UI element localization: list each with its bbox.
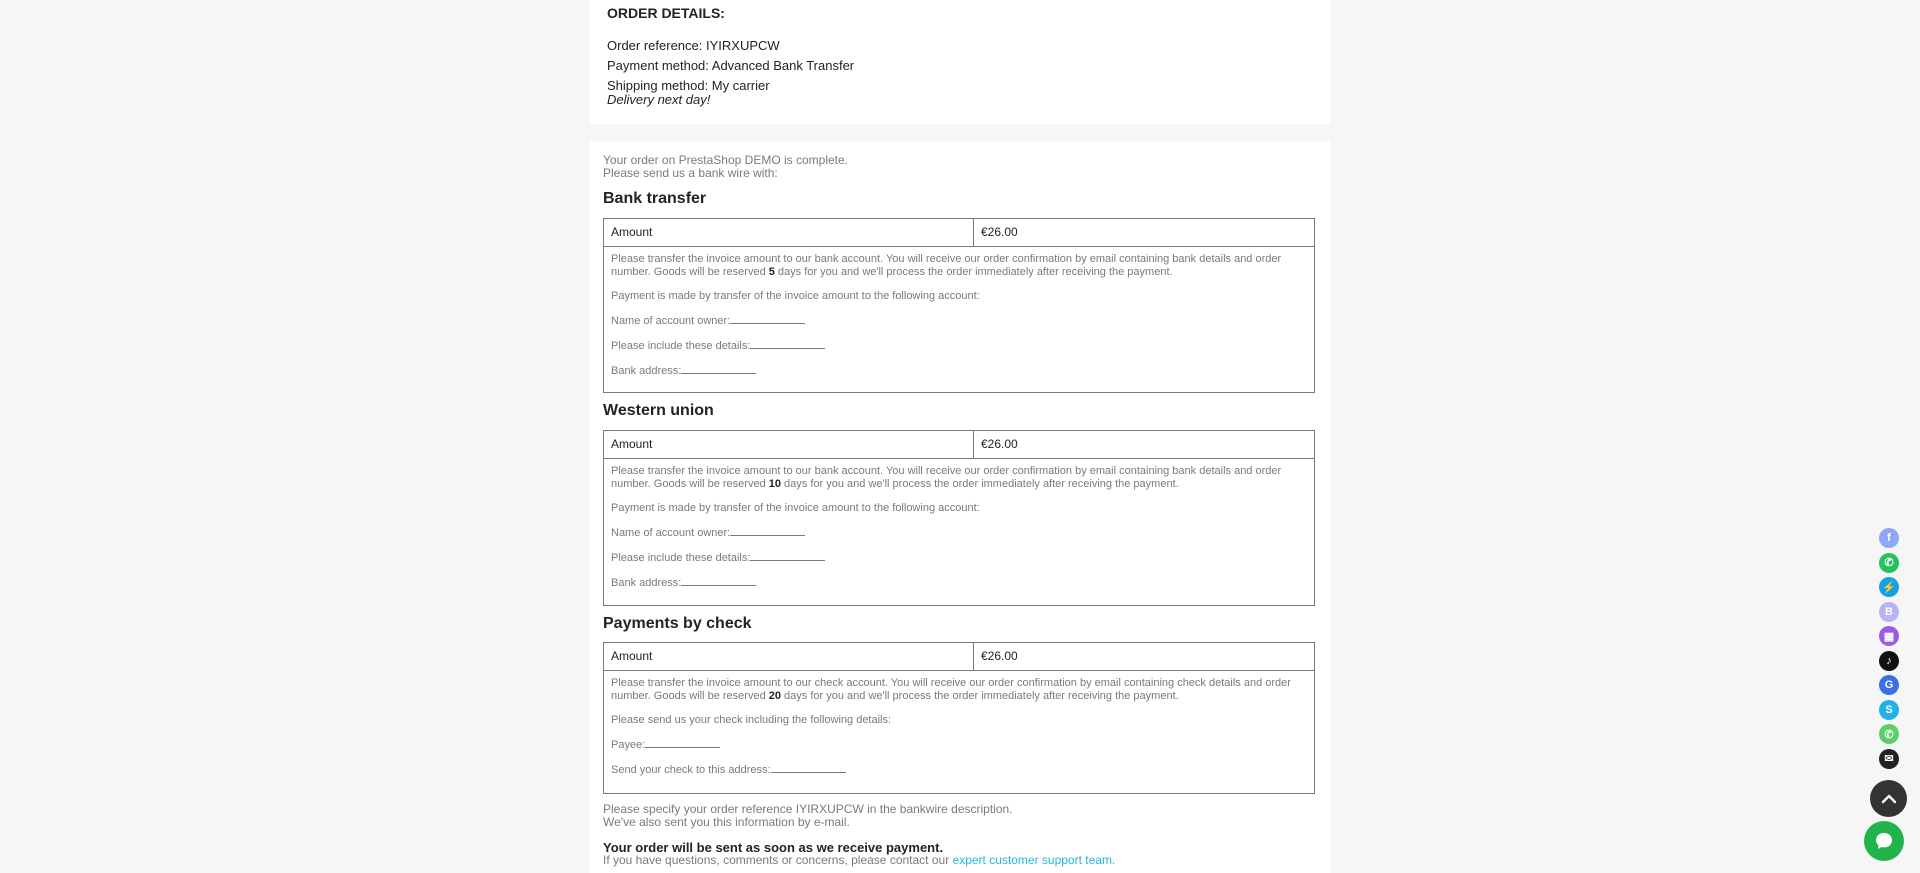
payee-label: Payee:: [611, 739, 646, 751]
transfer-text-b: days for you and we'll process the order immediately after receiving the payment.: [781, 690, 1179, 702]
intro-line-2: Please send us a bank wire with:: [603, 166, 778, 180]
shipping-method: Shipping method: My carrier: [607, 78, 770, 93]
order-details-card: [590, 0, 1330, 124]
footer-line-1: Please specify your order reference IYIRXUPCW in the bankwire description.: [603, 802, 1013, 816]
account-owner-label: Name of account owner:: [611, 527, 731, 539]
section-title-bank-transfer: Bank transfer: [603, 190, 707, 207]
footer-bold-notice: Your order will be sent as soon as we receive payment.: [603, 840, 944, 855]
chat-icon: [1873, 830, 1895, 852]
account-intro: Payment is made by transfer of the invoice amount to the following account:: [611, 290, 980, 302]
chat-button[interactable]: [1864, 821, 1904, 861]
skype-icon[interactable]: S: [1879, 700, 1899, 720]
transfer-text-a: Please transfer the invoice amount to our bank account. You will receive our order confirmation by email containing bank details and order number. Goods will be reserved: [611, 465, 1282, 490]
reserved-days: 10: [768, 478, 781, 490]
messenger-icon[interactable]: ⚡: [1879, 577, 1899, 597]
bank-address-label: Bank address:: [611, 365, 682, 377]
amount-label: Amount: [604, 431, 974, 458]
section-title-payments-by-check: Payments by check: [603, 615, 752, 632]
order-reference: Order reference: IYIRXUPCW: [607, 38, 780, 53]
check-address-label: Send your check to this address:: [611, 764, 771, 776]
google-icon[interactable]: G: [1879, 675, 1899, 695]
chevron-up-icon: [1880, 790, 1898, 808]
section-title-western-union: Western union: [603, 402, 714, 419]
amount-label: Amount: [604, 643, 974, 670]
scroll-to-top-button[interactable]: [1870, 780, 1907, 817]
phone-icon[interactable]: ✆: [1879, 724, 1899, 744]
footer-line-3: If you have questions, comments or concerns, please contact our: [603, 853, 953, 867]
payment-instructions-card: [590, 141, 1330, 873]
whatsapp-icon[interactable]: ✆: [1879, 553, 1899, 573]
amount-value: €26.00: [981, 649, 1018, 663]
account-intro: Payment is made by transfer of the invoice amount to the following account:: [611, 502, 980, 514]
facebook-icon[interactable]: f: [1879, 528, 1899, 548]
amount-label: Amount: [604, 219, 974, 246]
intro-line-1: Your order on PrestaShop DEMO is complete.: [603, 153, 849, 167]
details-label: Please include these details:: [611, 552, 751, 564]
amount-value: €26.00: [981, 437, 1018, 451]
amount-value: €26.00: [981, 225, 1018, 239]
transfer-text-a: Please transfer the invoice amount to our check account. You will receive our order confirmation by email containing check details and order number. Goods will be reserved: [611, 677, 1291, 702]
tiktok-icon[interactable]: ♪: [1879, 651, 1899, 671]
support-link[interactable]: expert customer support team.: [952, 853, 1116, 867]
bank-address-label: Bank address:: [611, 577, 682, 589]
western-union-table: [603, 430, 1315, 606]
blank-field: [730, 526, 805, 536]
payment-method: Payment method: Advanced Bank Transfer: [607, 58, 855, 73]
blank-field: [771, 763, 846, 773]
blank-field: [750, 339, 825, 349]
apps-icon[interactable]: ▦: [1879, 626, 1899, 646]
blank-field: [681, 576, 756, 586]
details-label: Please include these details:: [611, 340, 751, 352]
viber-icon[interactable]: B: [1879, 602, 1899, 622]
blank-field: [645, 738, 720, 748]
bank-transfer-table: [603, 218, 1315, 393]
transfer-text-b: days for you and we'll process the order immediately after receiving the payment.: [774, 266, 1173, 278]
transfer-text-b: days for you and we'll process the order immediately after receiving the payment.: [781, 478, 1179, 490]
check-intro: Please send us your check including the following details:: [611, 714, 892, 726]
email-icon[interactable]: ✉: [1879, 749, 1899, 769]
blank-field: [730, 314, 805, 324]
footer-line-2: We've also sent you this information by e-mail.: [603, 815, 850, 829]
reserved-days: 5: [768, 266, 775, 278]
transfer-text-a: Please transfer the invoice amount to our bank account. You will receive our order confirmation by email containing bank details and order number. Goods will be reserved: [611, 253, 1282, 278]
blank-field: [750, 551, 825, 561]
reserved-days: 20: [768, 690, 781, 702]
blank-field: [681, 364, 756, 374]
account-owner-label: Name of account owner:: [611, 315, 731, 327]
order-details-heading: ORDER DETAILS:: [607, 5, 725, 21]
delivery-note: Delivery next day!: [607, 92, 711, 107]
check-payment-table: [603, 642, 1315, 794]
